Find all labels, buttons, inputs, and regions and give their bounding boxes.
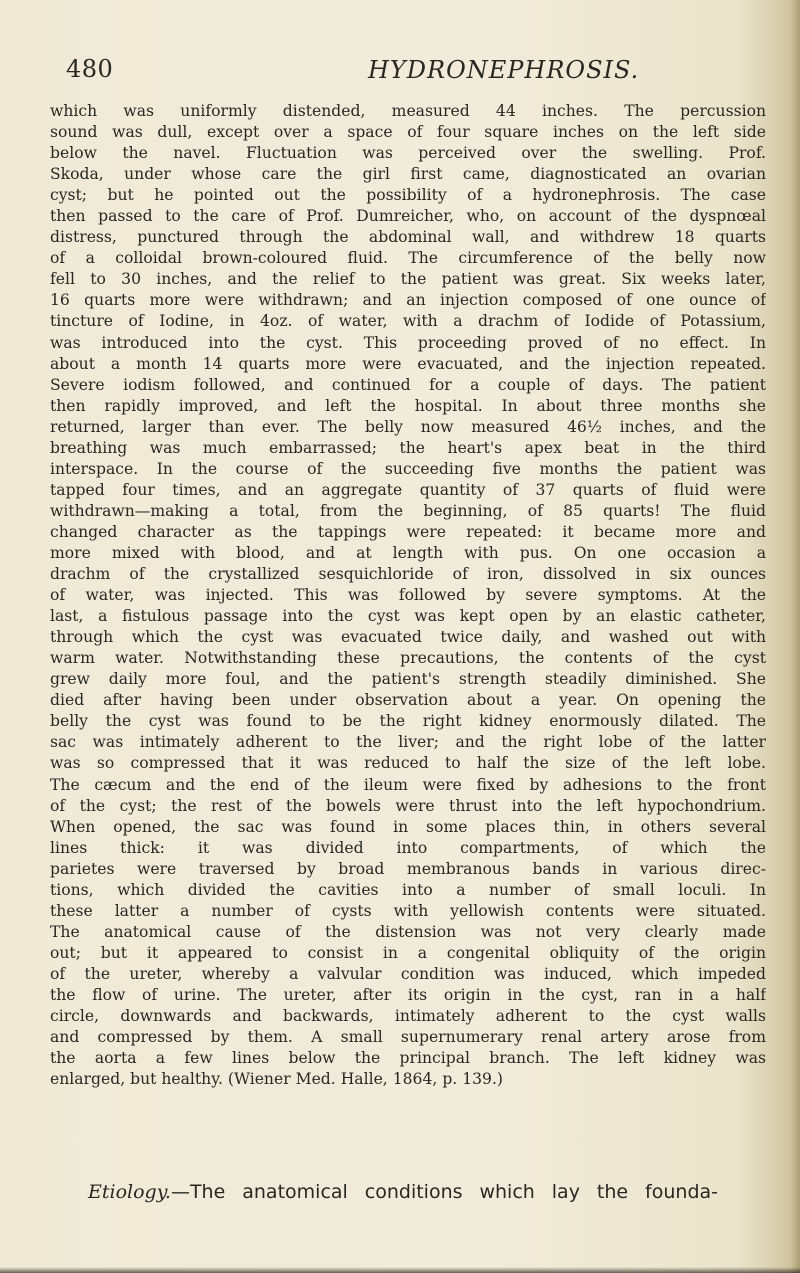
- text-line: circle, downwards and backwards, intimately adherent to the cyst walls: [50, 1007, 766, 1026]
- text-line: interspace. In the course of the succeeding five months the patient was: [50, 459, 766, 478]
- text-line: sound was dull, except over a space of four square inches on the left side: [50, 123, 766, 142]
- text-line: tions, which divided the cavities into a number of small loculi. In: [50, 880, 766, 899]
- text-line: through which the cyst was evacuated twice daily, and washed out with: [50, 628, 766, 647]
- text-line: the flow of urine. The ureter, after its origin in the cyst, ran in a half: [50, 985, 766, 1004]
- text-line: about a month 14 quarts more were evacuated, and the injection repeated.: [50, 354, 766, 373]
- text-line: which was uniformly distended, measured 44 inches. The percussion: [50, 102, 766, 120]
- text-line: Severe iodism followed, and continued for a couple of days. The patient: [50, 375, 766, 394]
- text-line: changed character as the tappings were repeated: it became more and: [50, 522, 766, 541]
- text-line: of a colloidal brown-coloured fluid. The circumference of the belly now: [50, 249, 766, 268]
- text-line: then rapidly improved, and left the hospital. In about three months she: [50, 396, 766, 415]
- text-line: below the navel. Fluctuation was perceived over the swelling. Prof.: [50, 144, 766, 163]
- text-line: belly the cyst was found to be the right kidney enormously dilated. The: [50, 712, 766, 731]
- body-paragraph: [50, 101, 766, 1090]
- text-line: sac was intimately adherent to the liver; and the right lobe of the latter: [50, 733, 766, 752]
- running-title: HYDRONEPHROSIS.: [368, 56, 640, 84]
- page-number: 480: [66, 55, 114, 83]
- text-line: warm water. Notwithstanding these precautions, the contents of the cyst: [50, 649, 766, 668]
- text-line: was so compressed that it was reduced to half the size of the left lobe.: [50, 754, 766, 773]
- text-line: fell to 30 inches, and the relief to the patient was great. Six weeks later,: [50, 270, 766, 289]
- text-line: withdrawn—making a total, from the beginning, of 85 quarts! The fluid: [50, 501, 766, 520]
- text-line: these latter a number of cysts with yellowish contents were situated.: [50, 901, 766, 920]
- text-line: was introduced into the cyst. This proceeding proved of no effect. In: [50, 333, 766, 352]
- text-line: out; but it appeared to consist in a congenital obliquity of the origin: [50, 943, 766, 962]
- text-line: of the ureter, whereby a valvular condition was induced, which impeded: [50, 964, 766, 983]
- text-line: breathing was much embarrassed; the heart's apex beat in the third: [50, 438, 766, 457]
- text-line: of water, was injected. This was followed by severe symptoms. At the: [50, 586, 766, 605]
- text-line: tapped four times, and an aggregate quantity of 37 quarts of fluid were: [50, 480, 766, 499]
- text-line: The anatomical cause of the distension was not very clearly made: [50, 922, 766, 941]
- text-line: grew daily more foul, and the patient's strength steadily diminished. She: [50, 670, 766, 689]
- text-line: and compressed by them. A small supernumerary renal artery arose from: [50, 1028, 766, 1047]
- text-line: of the cyst; the rest of the bowels were thrust into the left hypochondrium.: [50, 796, 766, 815]
- text-line: last, a fistulous passage into the cyst was kept open by an elastic catheter,: [50, 607, 766, 626]
- text-line: enlarged, but healthy. (Wiener Med. Halle, 1864, p. 139.): [50, 1070, 504, 1089]
- etiology-text: —The anatomical conditions which lay the founda-: [170, 1181, 718, 1203]
- text-line: The cæcum and the end of the ileum were fixed by adhesions to the front: [50, 775, 766, 794]
- text-line: returned, larger than ever. The belly now measured 46½ inches, and the: [50, 417, 766, 436]
- text-line: died after having been under observation about a year. On opening the: [50, 691, 766, 710]
- text-line: drachm of the crystallized sesquichloride of iron, dissolved in six ounces: [50, 565, 766, 584]
- etiology-heading: Etiology.: [88, 1181, 171, 1203]
- text-line: more mixed with blood, and at length with pus. On one occasion a: [50, 543, 766, 562]
- text-line: When opened, the sac was found in some places thin, in others several: [50, 817, 766, 836]
- text-line: distress, punctured through the abdominal wall, and withdrew 18 quarts: [50, 228, 766, 247]
- page-edge-shadow: [790, 0, 800, 1273]
- text-line: Skoda, under whose care the girl first came, diagnosticated an ovarian: [50, 165, 766, 184]
- text-line: cyst; but he pointed out the possibility of a hydronephrosis. The case: [50, 186, 766, 205]
- text-line: 16 quarts more were withdrawn; and an injection composed of one ounce of: [50, 291, 766, 310]
- etiology-section-start: [88, 1178, 718, 1206]
- text-line: the aorta a few lines below the principal branch. The left kidney was: [50, 1049, 766, 1068]
- text-line: tincture of Iodine, in 4oz. of water, with a drachm of Iodide of Potassium,: [50, 312, 766, 331]
- text-line: then passed to the care of Prof. Dumreicher, who, on account of the dyspnœal: [50, 207, 766, 226]
- text-line: lines thick: it was divided into compartments, of which the: [50, 838, 766, 857]
- text-line: parietes were traversed by broad membranous bands in various direc-: [50, 859, 766, 878]
- page-bottom-edge: [0, 1267, 800, 1273]
